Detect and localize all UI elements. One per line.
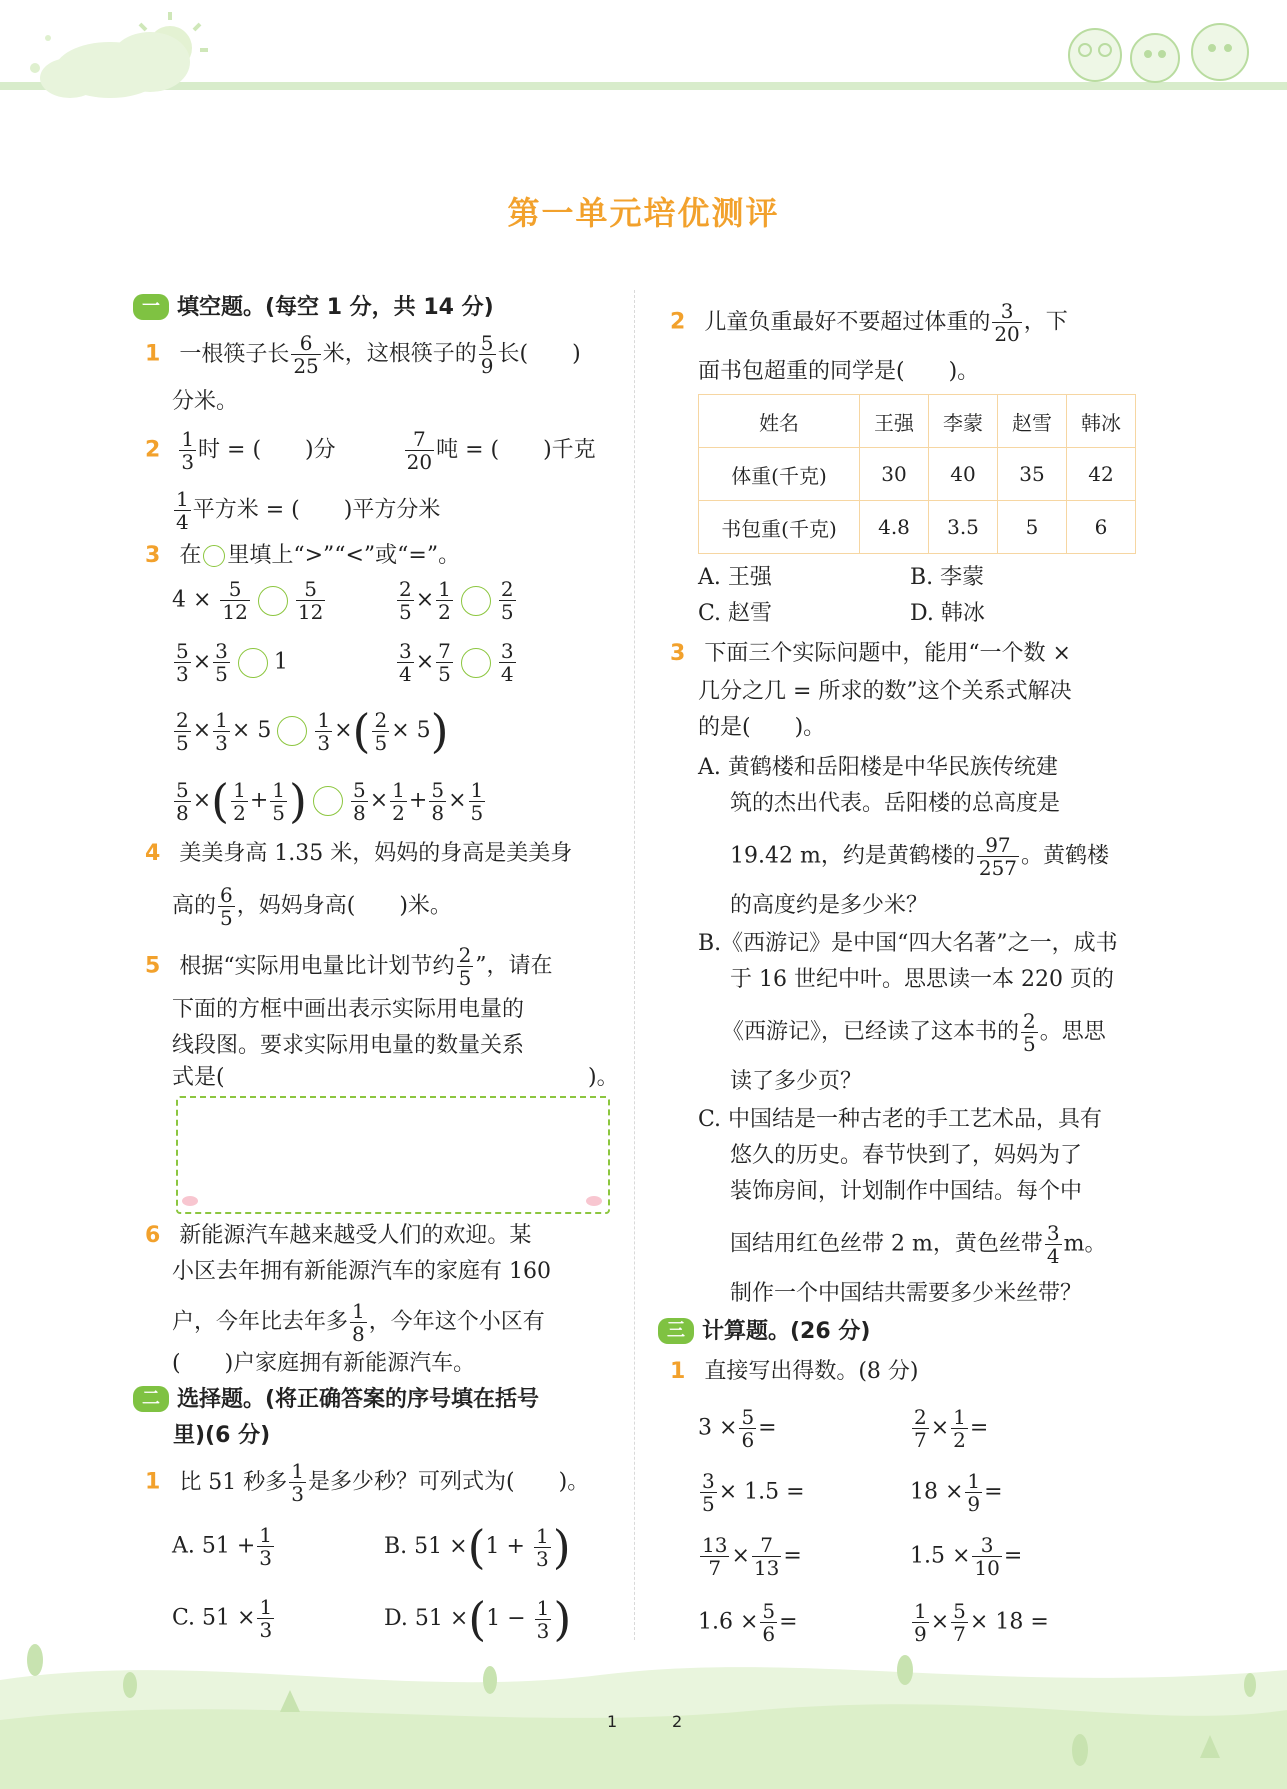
question-1-3 [145,538,460,574]
header-band [0,82,1287,90]
section-3-heading: 三 计算题。(26 分) [658,1314,870,1350]
question-number: 1 [145,1469,161,1495]
answer-circle[interactable] [461,586,491,616]
table-cell: 42 [1067,448,1136,501]
option-b[interactable]: B. 李蒙 [910,565,985,590]
q-text: 读了多少页？ [730,1069,863,1094]
heart-icon [182,1196,198,1206]
section-badge: 三 [658,1318,694,1344]
table-cell: 李蒙 [929,395,998,448]
q-text: 《西游记》，已经读了这本书的 $\frac{2}{5}$ 。思思 [722,1009,1106,1056]
fraction: $\frac{2}{5}$ [458,943,472,990]
answer-blank[interactable]: 长( ) [497,341,581,367]
section-label: 填空题。(每空 1 分，共 14 分) [177,295,494,320]
question-number: 6 [145,1223,161,1248]
answer-blank[interactable]: 的是( )。 [698,715,826,740]
question-number: 3 [145,543,161,568]
table-cell: 体重(千克) [699,448,860,501]
q-text: 美美身高 1.35 米，妈妈的身高是美美身 [179,841,573,866]
question-number: 4 [145,841,161,866]
question-number: 1 [670,1359,686,1384]
compare-row-4: $\frac{3}{4}$ × $\frac{7}{5}$ $\frac{3}{4}$ [399,639,514,686]
calc-item[interactable]: 1.5 × $\frac{3}{10}$ = [910,1533,1023,1580]
question-1-6: 6 新能源汽车越来越受人们的欢迎。某 [145,1223,532,1248]
question-2-3: 3 下面三个实际问题中，能用“一个数 × [670,641,1071,666]
circle-icon [203,545,225,567]
section-badge: 二 [133,1386,169,1412]
calc-item[interactable]: 1.6 × $\frac{5}{6}$ = [698,1599,798,1646]
question-1-2 [145,428,596,473]
question-number: 1 [145,341,161,367]
answer-blank[interactable]: 面书包超重的同学是( )。 [698,359,980,384]
question-1-4-b: 高的 $\frac{6}{5}$ ，妈妈身高( )米。 [172,883,452,930]
q-text: 悠久的历史。春节快到了，妈妈为了 [730,1143,1083,1168]
fraction: $\frac{5}{9}$ [480,331,494,378]
question-1-1 [145,332,615,377]
fraction: $\frac{6}{5}$ [220,883,233,930]
q-text: 在 [179,543,202,568]
table-cell: 35 [998,448,1067,501]
question-3-1: 1 直接写出得数。(8 分) [670,1359,919,1384]
q-text: 制作一个中国结共需要多少米丝带？ [730,1281,1083,1306]
question-2-1: 1 比 51 秒多 $\frac{1}{3}$ 是多少秒？可列式为( )。 [145,1459,590,1506]
answer-blank[interactable]: 吨 = ( )千克 [436,437,596,463]
option-c[interactable]: C. 51 × $\frac{1}{3}$ [172,1595,273,1642]
header-decoration [0,0,1287,110]
q-text: 小区去年拥有新能源汽车的家庭有 160 [172,1259,551,1284]
table-cell: 6 [1067,501,1136,554]
option-c[interactable]: C. 中国结是一种古老的手工艺术品，具有 [698,1107,1103,1132]
option-c[interactable]: C. 赵雪 [698,601,773,626]
table-cell: 3.5 [929,501,998,554]
option-b[interactable]: B.《西游记》是中国“四大名著”之一，成书 [698,931,1118,956]
answer-blank[interactable]: 是多少秒？可列式为( )。 [308,1469,590,1495]
fraction: $\frac{1}{3}$ [181,427,195,474]
table-cell: 韩冰 [1067,395,1136,448]
answer-circle[interactable] [461,648,491,678]
q-text: 装饰房间，计划制作中国结。每个中 [730,1179,1083,1204]
q-text: 线段图。要求实际用电量的数量关系 [172,1033,525,1058]
q-text: 国结用红色丝带 2 m，黄色丝带 $\frac{3}{4}$ m。 [730,1221,1107,1268]
section-badge: 一 [133,294,169,320]
answer-blank[interactable]: ( )户家庭拥有新能源汽车。 [172,1351,476,1376]
q-text: 19.42 m，约是黄鹤楼的 $\frac{97}{257}$ 。黄鹤楼 [730,833,1110,880]
cloud-icon [40,32,190,98]
table-cell: 王强 [860,395,929,448]
page-title: 第一单元培优测评 [507,194,780,232]
animal-friends-icon [1069,24,1248,82]
calc-item[interactable]: $\frac{3}{5}$ × 1.5 = [702,1469,805,1516]
compare-row-3: $\frac{5}{3}$ × $\frac{3}{5}$ 1 [176,639,288,686]
table-row [699,448,1136,501]
q-text: 分米。 [172,389,239,414]
q-text: 下面的方框中画出表示实际用电量的 [172,997,525,1022]
table-cell: 30 [860,448,929,501]
table-cell: 书包重(千克) [699,501,860,554]
option-a[interactable]: A. 王强 [698,565,772,590]
q-text: 一根筷子长 [179,341,290,367]
question-number: 2 [145,437,161,463]
table-header-row [699,395,1136,448]
fraction: $\frac{1}{8}$ [352,1299,365,1346]
answer-circle[interactable] [277,716,307,746]
q-text: 户，今年比去年多 $\frac{1}{8}$ ，今年这个小区有 [172,1299,545,1346]
question-number: 3 [670,641,686,666]
question-2-2: 2 儿童负重最好不要超过体重的 $\frac{3}{20}$ ，下 [670,299,1068,346]
table-cell: 40 [929,448,998,501]
answer-blank[interactable]: 平方米 = ( )平方分米 [192,497,441,523]
calc-item[interactable]: 3 × $\frac{5}{6}$ = [698,1405,777,1452]
compare-row-6: $\frac{5}{8}$ ×( $\frac{1}{2}$ + $\frac{1}{5}$ ) $\frac{5}{8}$ × $\frac{1}{2}$ + $\frac{5}{8}$ × $\frac{1}{5}$ [176,774,484,828]
q-text: 的高度约是多少米？ [730,893,929,918]
table-cell: 赵雪 [998,395,1067,448]
calc-item[interactable]: 18 × $\frac{1}{9}$ = [910,1469,1003,1516]
table-cell: 5 [998,501,1067,554]
fraction: $\frac{6}{25}$ [293,331,319,378]
table-cell: 姓名 [699,395,860,448]
option-b[interactable]: B. 51 ×(1 + $\frac{1}{3}$ ) [384,1520,571,1574]
question-1-2-b [172,488,440,533]
heart-icon [586,1196,602,1206]
drawing-box[interactable] [176,1096,610,1214]
table-row [699,501,1136,554]
answer-blank[interactable]: ，妈妈身高( )米。 [236,893,452,919]
compare-row-1: 4 × $\frac{5}{12}$ $\frac{5}{12}$ [172,577,324,624]
answer-circle[interactable] [258,586,288,616]
option-a[interactable]: A. 51 + $\frac{1}{3}$ [172,1523,273,1570]
option-d[interactable]: D. 韩冰 [910,601,985,626]
page-number-left: 1 [607,1712,618,1731]
column-divider [634,290,635,1640]
q-text: 里填上“>”“<”或“=”。 [227,543,461,568]
compare-row-5: $\frac{2}{5}$ × $\frac{1}{3}$ × 5 $\frac{1}{3}$ ×( $\frac{2}{5}$ × 5) [176,704,449,758]
q-text: 式是( [172,1065,225,1090]
footer-hills [0,1640,1287,1789]
question-number: 5 [145,953,161,979]
q-text: 筑的杰出代表。岳阳楼的总高度是 [730,791,1061,816]
question-1-5: 5 根据“实际用电量比计划节约 $\frac{2}{5}$ ”，请在 [145,943,553,990]
calc-item[interactable]: $\frac{13}{7}$ × $\frac{7}{13}$ = [702,1533,802,1580]
answer-circle[interactable] [313,786,343,816]
compare-row-2: $\frac{2}{5}$ × $\frac{1}{2}$ $\frac{2}{5}$ [399,577,514,624]
answer-circle[interactable] [238,648,268,678]
table-cell: 4.8 [860,501,929,554]
answer-blank[interactable]: 时 = ( )分 [198,437,336,463]
q-text: 米，这根筷子的 [322,341,477,367]
q-text: 几分之几 = 所求的数”这个关系式解决 [698,679,1072,704]
fraction: $\frac{7}{20}$ [406,427,433,474]
fraction: $\frac{1}{4}$ [176,487,189,534]
calc-item[interactable]: $\frac{2}{7}$ × $\frac{1}{2}$ = [914,1405,989,1452]
question-1-4 [145,836,572,872]
section-1-heading [133,290,494,326]
option-d[interactable]: D. 51 ×(1 − $\frac{1}{3}$ ) [384,1592,572,1646]
weight-table [698,394,1136,554]
section-2-heading: 二 选择题。(将正确答案的序号填在括号 里)(6 分) [133,1382,613,1454]
answer-blank[interactable]: )。 [588,1065,619,1090]
page-number-right: 2 [672,1712,683,1731]
option-a[interactable]: A. 黄鹤楼和岳阳楼是中华民族传统建 [698,755,1058,780]
question-number: 2 [670,309,686,335]
calc-item[interactable]: $\frac{1}{9}$ × $\frac{5}{7}$ × 18 = [914,1599,1049,1646]
q-text: 于 16 世纪中叶。思思读一本 220 页的 [730,967,1114,992]
